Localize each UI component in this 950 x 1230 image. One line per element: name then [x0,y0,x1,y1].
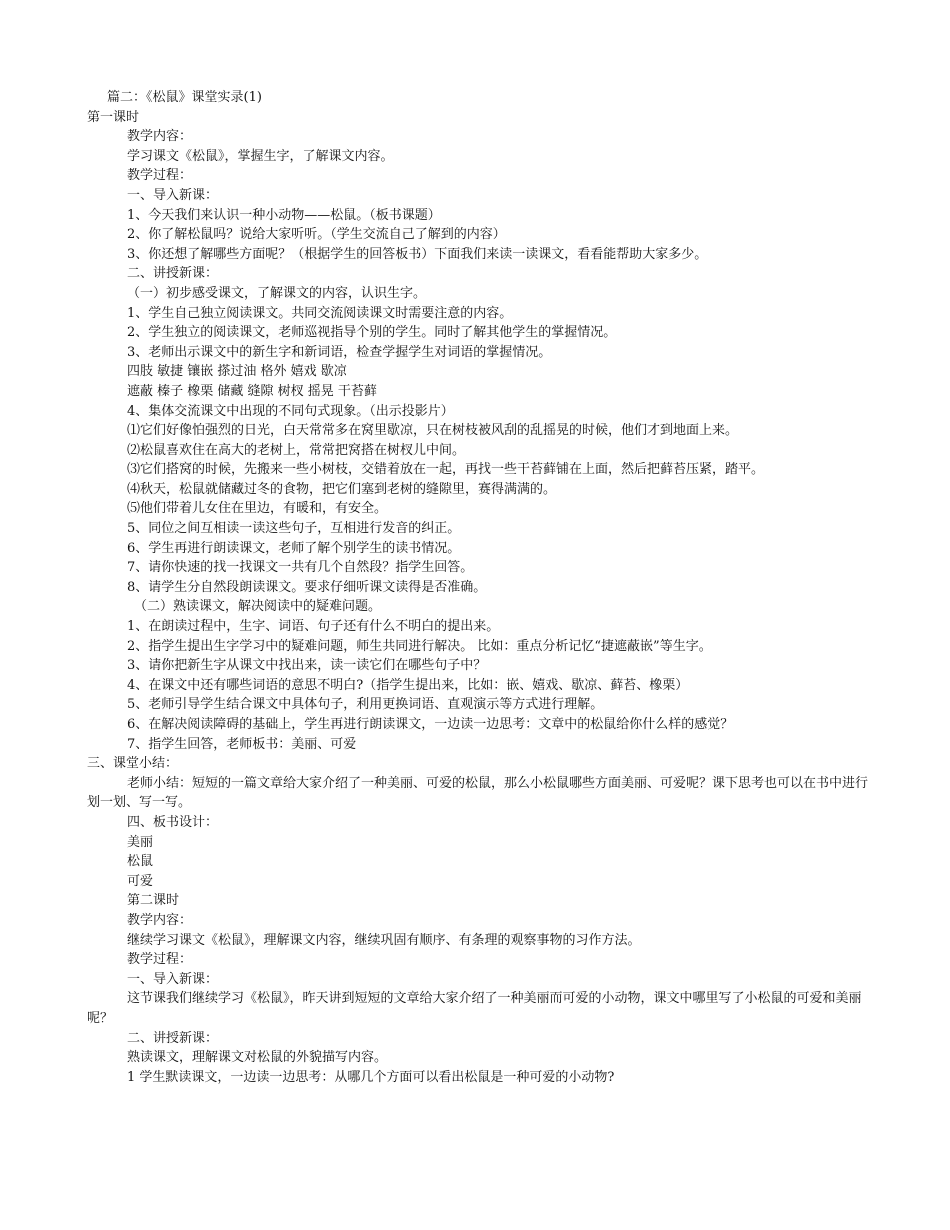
text-line: 这节课我们继续学习《松鼠》，昨天讲到短短的文章给大家介绍了一种美丽而可爱的小动物，课文中哪里写了小松鼠的可爱和美丽呢？ [87,991,862,1026]
text-line: 1、在朗读过程中，生字、词语、句子还有什么不明白的提出来。 [127,619,500,635]
text-line: ⑶它们搭窝的时候，先搬来一些小树枝，交错着放在一起，再找一些干苔藓铺在上面，然后把藓苔压紧，踏平。 [127,462,765,478]
text-line: 4、在课文中还有哪些词语的意思不明白?（指学生提出来，比如：嵌、嬉戏、歇凉、藓苔、橡栗） [127,677,689,693]
text-line: （二）熟读课文，解决阅读中的疑难问题。 [134,599,382,615]
text-line: 第一课时 [87,109,140,125]
text-line: 熟读课文，理解课文对松鼠的外貌描写内容。 [127,1050,388,1066]
text-line: 6、学生再进行朗读课文，老师了解个别学生的读书情况。 [127,540,461,556]
text-line: 松鼠 [127,854,154,870]
text-line: 一、导入新课： [127,971,219,987]
text-line: （一）初步感受课文，了解课文的内容，认识生字。 [127,285,427,301]
text-line: 1 学生默读课文，一边读一边思考：从哪几个方面可以看出松鼠是一种可爱的小动物? [127,1069,615,1085]
text-line: 4、集体交流课文中出现的不同句式现象。（出示投影片） [127,403,454,419]
text-line: 5、老师引导学生结合课文中具体句子，利用更换词语、直观演示等方式进行理解。 [127,697,604,713]
text-line: 继续学习课文《松鼠》，理解课文内容，继续巩固有顺序、有条理的观察事物的习作方法。 [127,932,641,948]
text-line: 2、你了解松鼠吗？说给大家听听。（学生交流自己了解到的内容） [127,227,506,243]
text-line: 二、讲授新课： [127,1030,219,1046]
text-line: 美丽 [127,834,154,850]
text-line: 1、今天我们来认识一种小动物——松鼠。（板书课题） [127,207,441,223]
text-line: ⑵松鼠喜欢住在高大的老树上，常常把窝搭在树杈儿中间。 [127,442,466,458]
document-page [0,88,950,1087]
text-line: ⑴它们好像怕强烈的日光，白天常常多在窝里歇凉，只在树枝被风刮的乱摇晃的时候，他们才到地面上来。 [127,423,739,439]
text-line: 四、板书设计： [127,814,219,830]
text-line: 5、同位之间互相读一读这些句子，互相进行发音的纠正。 [127,521,461,537]
text-line: 二、讲授新课： [127,266,219,282]
document-title: 篇二：《松鼠》课堂实录(1) [107,90,262,105]
text-line: 2、指学生提出生字学习中的疑难问题，师生共同进行解决。 比如：重点分析记忆“捷遮蔽嵌”等生字。 [127,638,712,654]
text-line: 可爱 [127,873,154,889]
text-line: 7、指学生回答，老师板书：美丽、可爱 [127,736,357,752]
text-line: 教学过程： [127,952,193,968]
text-line: 一、导入新课： [127,187,219,203]
text-line: 三、课堂小结： [87,756,179,772]
text-line: 1、学生自己独立阅读课文。共同交流阅读课文时需要注意的内容。 [127,305,513,321]
text-line: 教学内容： [127,129,193,145]
text-line: 教学内容： [127,912,193,928]
text-line: 教学过程： [127,168,193,184]
text-line: 老师小结：短短的一篇文章给大家介绍了一种美丽、可爱的松鼠，那么小松鼠哪些方面美丽、可爱呢？课下思考也可以在书中进行划一划、写一写。 [87,775,869,811]
document-body [0,108,950,1088]
text-line: ⑷秋天，松鼠就储藏过冬的食物，把它们塞到老树的缝隙里，赛得满满的。 [127,481,557,497]
text-line: 3、你还想了解哪些方面呢？（根据学生的回答板书）下面我们来读一读课文，看看能帮助大家多少。 [127,246,708,262]
text-line: 3、请你把新生字从课文中找出来，读一读它们在哪些句子中？ [127,658,487,674]
text-line: 3、老师出示课文中的新生字和新词语，检查学握学生对词语的掌握情况。 [127,344,552,360]
text-line: 遮蔽 榛子 橡栗 储藏 缝隙 树杈 摇晃 干苔藓 [127,383,377,399]
text-line: ⑸他们带着儿女住在里边，有暖和，有安全。 [127,501,388,517]
text-line: 8、请学生分自然段朗读课文。要求仔细听课文读得是否准确。 [127,579,487,595]
text-line: 第二课时 [127,893,180,909]
text-line: 四肢 敏捷 镶嵌 搽过油 格外 嬉戏 歇凉 [127,364,347,380]
text-line: 6、在解决阅读障碍的基础上，学生再进行朗读课文，一边读一边思考：文章中的松鼠给你什么样的感觉？ [127,717,734,732]
text-line: 学习课文《松鼠》，掌握生字，了解课文内容。 [127,148,394,164]
text-line: 2、学生独立的阅读课文，老师巡视指导个别的学生。同时了解其他学生的掌握情况。 [127,325,617,341]
text-line: 7、请你快速的找一找课文一共有几个自然段？指学生回答。 [127,560,474,576]
